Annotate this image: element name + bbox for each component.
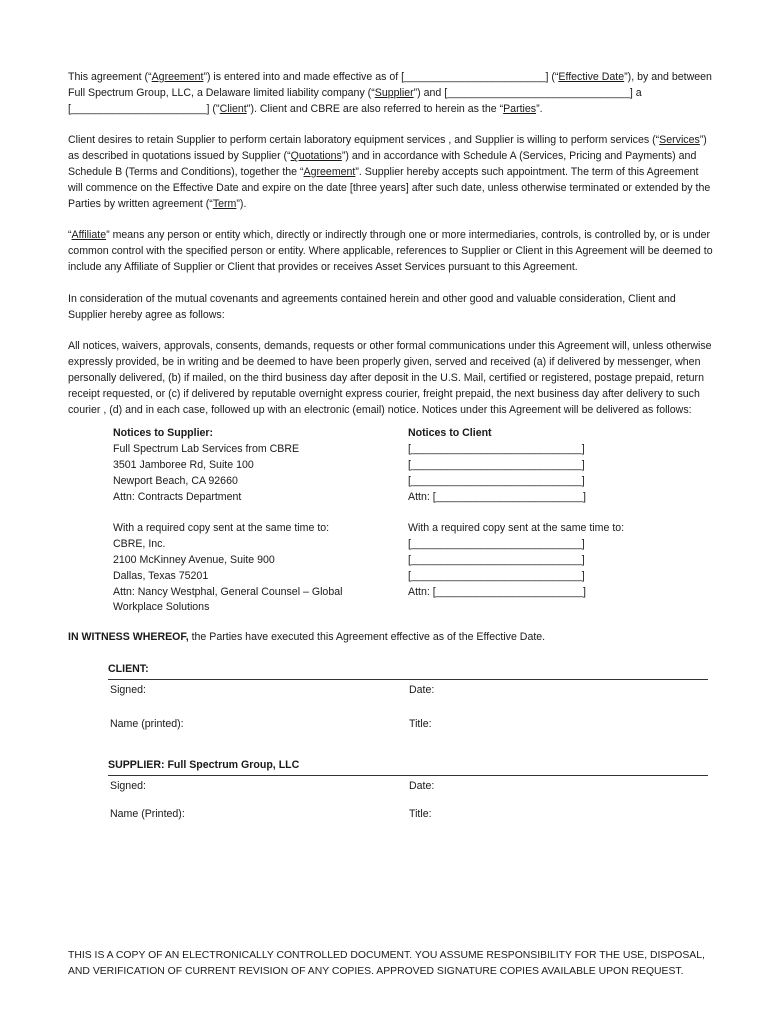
- blank-line: [_____________________________]: [408, 458, 585, 471]
- address-line: Attn: Contracts Department: [113, 490, 242, 503]
- defined-term-affiliate: Affiliate: [71, 229, 107, 242]
- intro-paragraph: [68, 70, 716, 117]
- text: ” means any person or entity which, directly or indirectly through one or more intermediaries, controls, is controlled by, or is under common control with the specified person or entity. Where applicable, references to Supplier or Client in this Agreement will be deemed to include any Affiliate of Supplier or Client that provides or receives Asset Services pursuant to this Agreement.: [68, 229, 713, 273]
- defined-term-quotations: Quotations: [290, 150, 342, 163]
- signature-row: [108, 717, 708, 733]
- text: ”).: [236, 197, 247, 210]
- name-label: Name (printed):: [110, 717, 184, 730]
- signature-row: [108, 779, 708, 795]
- client-notices-heading: Notices to Client: [408, 427, 492, 440]
- text: This agreement (“: [68, 71, 152, 83]
- notices-paragraph: All notices, waivers, approvals, consents, demands, requests or other formal communications under this Agreement will, unless otherwise expressly provided, be in writing and be deemed to have been properly given, served and received (a) if delivered by messenger, when personally delivered, (b) if mailed, on the third business day after deposit in the U.S. Mail, certified or registered, postage prepaid, return receipt requested, or (c) if delivered by reputable overnight express courier, freight prepaid, the next business day after delivery to such courier , (d) and in each case, followed up with an electronic (email) notice. Notices under this Agreement will be delivered as follows:: [68, 340, 712, 416]
- footer-line: THIS IS A COPY OF AN ELECTRONICALLY CONTROLLED DOCUMENT. YOU ASSUME RESPONSIBILITY FOR THE USE, DISPOSAL,: [68, 950, 705, 961]
- text: ”) and in accordance with Schedule A (Services, Pricing and Payments) and Schedule B (Terms and Conditions), together the “: [68, 150, 697, 178]
- witness-clause: [68, 630, 716, 646]
- defined-term-client: Client: [219, 102, 247, 115]
- signed-label: Signed:: [110, 683, 146, 696]
- signature-row: [108, 807, 708, 823]
- text: "). Client and CBRE are also referred to herein as the “: [246, 102, 504, 115]
- blank-line: Attn: [_________________________]: [408, 585, 586, 598]
- services-paragraph: [68, 133, 716, 212]
- controlled-document-footer: [68, 948, 716, 980]
- defined-term-effective-date: Effective Date: [558, 71, 625, 83]
- blank-line: [_____________________________]: [408, 538, 585, 551]
- address-line: CBRE, Inc.: [113, 538, 166, 551]
- document-body: [68, 70, 716, 823]
- date-label: Date:: [409, 683, 435, 696]
- signed-label: Signed:: [110, 780, 146, 793]
- text: “: [68, 229, 72, 242]
- title-label: Title:: [409, 807, 432, 820]
- text: ”), by and between Full Spectrum Group, LLC, a Delaware limited liability company (“: [68, 71, 712, 99]
- witness-bold: IN WITNESS WHEREOF,: [68, 631, 189, 644]
- defined-term-supplier: Supplier: [374, 86, 414, 99]
- affiliate-paragraph: [68, 228, 716, 275]
- text: Client desires to retain Supplier to perform certain laboratory equipment services , and Supplier is willing to perform services (“: [68, 134, 660, 147]
- address-line: 2100 McKinney Avenue, Suite 900: [113, 553, 275, 566]
- blank-line: [_____________________________]: [408, 474, 585, 487]
- supplier-signature-block: [108, 758, 708, 822]
- text: ”. Supplier hereby accepts such appointment. The term of this Agreement will commence on the Effective Date and expire on the date [three years] after such date, unless otherwise terminated or extended by the Parties by written agreement (“: [68, 165, 711, 210]
- date-label: Date:: [409, 780, 435, 793]
- blank-line: Attn: [_________________________]: [408, 490, 586, 503]
- supplier-notices: [113, 426, 408, 616]
- blank-line: [_____________________________]: [408, 569, 585, 582]
- text: the Parties have executed this Agreement effective as of the Effective Date.: [188, 631, 546, 644]
- text: ”) as described in quotations issued by Supplier (“: [68, 134, 707, 163]
- supplier-notices-heading: Notices to Supplier:: [113, 427, 214, 440]
- text: ”) and [_______________________________] a [_______________________] (": [68, 86, 642, 115]
- address-line: Attn: Nancy Westphal, General Counsel – Global Workplace Solutions: [113, 585, 343, 614]
- defined-term-term: Term: [212, 197, 237, 210]
- copy-heading: With a required copy sent at the same time to:: [113, 522, 330, 535]
- address-line: Dallas, Texas 75201: [113, 569, 209, 582]
- name-label: Name (Printed):: [110, 807, 185, 820]
- address-line: Full Spectrum Lab Services from CBRE: [113, 443, 300, 456]
- title-label: Title:: [409, 717, 432, 730]
- copy-heading: With a required copy sent at the same time to:: [408, 522, 625, 535]
- notices-addresses: [113, 426, 716, 616]
- defined-term-services: Services: [659, 134, 700, 147]
- client-signature-heading: CLIENT:: [108, 662, 708, 680]
- client-signature-block: [108, 662, 708, 732]
- consideration-paragraph: In consideration of the mutual covenants and agreements contained herein and other good and valuable consideration, Client and Supplier hereby agree as follows:: [68, 292, 676, 321]
- blank-line: [_____________________________]: [408, 443, 585, 456]
- text: ”) is entered into and made effective as of [________________________] (“: [203, 71, 559, 83]
- defined-term-agreement: Agreement: [151, 71, 204, 83]
- blank-line: [_____________________________]: [408, 553, 585, 566]
- defined-term-agreement: Agreement: [303, 165, 356, 178]
- signature-row: [108, 683, 708, 699]
- footer-line: AND VERIFICATION OF CURRENT REVISION OF ANY COPIES. APPROVED SIGNATURE COPIES AVAILABLE UPON REQUEST.: [68, 965, 684, 977]
- text: ”.: [536, 102, 543, 115]
- supplier-signature-heading: SUPPLIER: Full Spectrum Group, LLC: [108, 758, 708, 776]
- address-line: 3501 Jamboree Rd, Suite 100: [113, 458, 254, 471]
- client-notices: [408, 426, 703, 616]
- defined-term-parties: Parties: [503, 102, 537, 115]
- address-line: Newport Beach, CA 92660: [113, 474, 238, 487]
